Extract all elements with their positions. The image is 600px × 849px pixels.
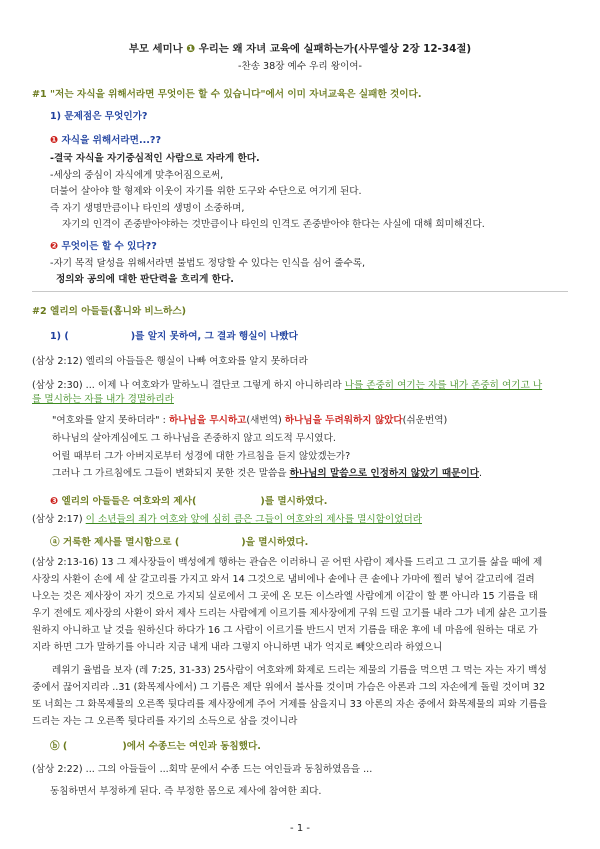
- sub-point-b: [50, 740, 261, 753]
- point-3-text: 엘리의 아들들은 여호와의 제사(: [58, 496, 197, 507]
- document-title: [0, 43, 600, 56]
- quote-translation-1: 하나님을 무시하고: [168, 415, 247, 426]
- meaning-line-2: 어릴 때부터 그가 아버지로부터 성경에 대한 가르침을 듣지 않았겠는가?: [52, 451, 351, 462]
- sub-point-a-text: ⓐ 거룩한 제사를 멸시함으로 (: [50, 537, 180, 548]
- verse-2-30: [32, 379, 542, 392]
- sub-point-b-text: ⓑ (: [50, 741, 68, 752]
- verse-2-17-highlight: 이 소년들의 죄가 여호와 앞에 심히 큼은 그들이 여호와의 제사를 멸시함이었더라: [85, 514, 422, 525]
- leviticus-line-3: 또 너희는 그 화목제물의 오른쪽 뒷다리를 제사장에게 주어 거제를 삼을지니 33 아론의 자손 중에서 화목제물의 피와 기름을: [32, 699, 548, 710]
- sub-point-a-rest: )을 멸시하였다.: [241, 537, 309, 548]
- verse-2-13-line-3: 나오는 것은 제사장이 자기 것으로 가지되 실로에서 그 곳에 온 모든 이스라엘 사람에게 이같이 할 뿐 아니라 15 기름을 태: [32, 591, 538, 602]
- quote-translation-2: 하나님을 두려워하지 않았다: [284, 415, 403, 426]
- section-divider: [32, 291, 568, 292]
- hymn-line: -찬송 38장 예수 우리 왕이여-: [237, 61, 362, 72]
- point-1-title: 자식을 위해서라면...??: [58, 135, 162, 146]
- point-1-line-2: -세상의 중심이 자식에게 맞추어짐으로써,: [50, 170, 224, 181]
- subheading-rest: )를 알지 못하여, 그 결과 행실이 나빴다: [130, 331, 298, 342]
- verse-2-17-ref: (삼상 2:17): [32, 514, 86, 525]
- meaning-line-1: 하나님의 살아계심에도 그 하나님을 존중하지 않고 의도적 무시였다.: [52, 433, 336, 444]
- verse-2-30-text: (삼상 2:30) ... 이제 나 여호와가 말하노니 결단코 그렇게 하지 아니하리라: [32, 380, 345, 391]
- verse-2-22: (삼상 2:22) ... 그의 아들들이 ...회막 문에서 수종 드는 여인들과 동침하였음을 ...: [32, 764, 373, 775]
- point-3-number: ❸: [50, 496, 59, 507]
- sub-point-a: [50, 536, 308, 549]
- point-1-line-1: -결국 자식을 자기중심적인 사람으로 자라게 한다.: [50, 153, 260, 164]
- page-number: - 1 -: [290, 823, 310, 834]
- point-1-heading: [50, 134, 161, 147]
- section-2-subheading: [50, 330, 298, 343]
- leviticus-line-1: 레위기 율법을 보자 (레 7:25, 31-33) 25사람이 여호와께 화제로 드리는 제물의 기름을 먹으면 그 먹는 자는 자기 백성: [52, 665, 547, 676]
- point-2-number: ❷: [50, 241, 59, 252]
- quote-source-2: (쉬운번역): [402, 415, 448, 426]
- meaning-period: .: [479, 468, 483, 479]
- verse-2-13-line-2: 사장의 사환이 손에 세 살 갈고리를 가지고 와서 14 그것으로 냄비에나 솥에나 큰 솥에나 가마에 찔러 넣어 갈고리에 걸려: [32, 574, 535, 585]
- verse-2-13-line-1: (삼상 2:13-16) 13 그 제사장들이 백성에게 행하는 관습은 이러하니 곧 어떤 사람이 제사를 드리고 그 고기를 삶을 때에 제: [32, 557, 543, 568]
- verse-2-30-highlight: 나를 존중히 여기는 자를 내가 존중히 여기고 나: [344, 380, 543, 391]
- section-1-heading: #1 "저는 자식을 위해서라면 무엇이든 할 수 있습니다"에서 이미 자녀교육은 실패한 것이다.: [32, 89, 422, 100]
- point-2-title: 무엇이든 할 수 있다??: [58, 241, 157, 252]
- verse-2-12: (삼상 2:12) 엘리의 아들들은 행실이 나빠 여호와를 알지 못하더라: [32, 356, 308, 367]
- section-2-heading: #2 엘리의 아들들(홉니와 비느하스): [32, 306, 186, 317]
- point-2-heading: [50, 240, 157, 253]
- point-1-number: ❶: [50, 135, 59, 146]
- quote-line: [52, 414, 447, 427]
- closing-line: 동침하면서 부정하게 된다. 즉 부정한 몸으로 제사에 참여한 죄다.: [50, 786, 322, 797]
- quote-text: "여호와를 알지 못하더라" :: [52, 415, 169, 426]
- point-2-line-1: -자기 목적 달성을 위해서라면 불법도 정당할 수 있다는 인식을 심어 줄수록,: [50, 258, 366, 269]
- title-text-rest: 우리는 왜 자녀 교육에 실패하는가(사무엘상 2장 12-34절): [195, 43, 472, 55]
- verse-2-13-line-4: 우기 전에도 제사장의 사환이 와서 제사 드리는 사람에게 이르기를 제사장에게 구워 드릴 고기를 내라 그가 네게 삶은 고기를: [32, 608, 548, 619]
- point-1-line-5: 자기의 인격이 존중받아야하는 것만큼이나 타인의 인격도 존중받아야 한다는 사실에 대해 희미해진다.: [62, 219, 485, 230]
- sub-point-b-rest: )에서 수종드는 여인과 동침했다.: [122, 741, 261, 752]
- verse-2-17: [32, 513, 422, 526]
- point-3-rest: )를 멸시하였다.: [260, 496, 328, 507]
- leviticus-line-4: 드리는 자는 그 오른쪽 뒷다리를 자기의 소득으로 삼을 것이니라: [32, 716, 298, 727]
- subheading-open: 1) (: [50, 331, 69, 342]
- meaning-line-3: [52, 467, 482, 480]
- point-1-line-3: 더불어 살아야 할 형제와 이웃이 자기를 위한 도구와 수단으로 여기게 된다.: [50, 186, 362, 197]
- verse-2-13-line-6: 지라 하면 그가 말하기를 아니라 지금 내게 내라 그렇지 아니하면 내가 억지로 빼앗으리라 하였으니: [32, 642, 443, 653]
- title-number: ❶: [186, 43, 196, 55]
- meaning-emphasis: 하나님의 말씀으로 인정하지 않았기 때문이다: [289, 468, 480, 479]
- section-1-subheading: 1) 문제점은 무엇인가?: [50, 111, 148, 122]
- point-2-line-2: 정의와 공의에 대한 판단력을 흐리게 한다.: [56, 274, 234, 285]
- point-1-line-4: 즉 자기 생명만큼이나 타인의 생명이 소중하며,: [50, 203, 245, 214]
- title-text: 부모 세미나: [128, 43, 187, 55]
- meaning-text: 그러나 그 가르침에도 그들이 변화되지 못한 것은 말씀을: [52, 468, 290, 479]
- quote-source-1: (새번역): [246, 415, 285, 426]
- verse-2-30-highlight-cont: 를 멸시하는 자를 내가 경멸하리라: [32, 394, 174, 405]
- verse-2-13-line-5: 원하지 아니하고 날 것을 원하신다 하다가 16 그 사람이 이르기를 반드시 먼저 기름을 태운 후에 네 마음에 원하는 대로 가: [32, 625, 538, 636]
- leviticus-line-2: 중에서 끊어지리라 ..31 (화목제사에서) 그 기름은 제단 위에서 불사를 것이며 가슴은 아론과 그의 자손에게 돌릴 것이며 32: [32, 682, 546, 693]
- point-3-heading: [50, 495, 327, 508]
